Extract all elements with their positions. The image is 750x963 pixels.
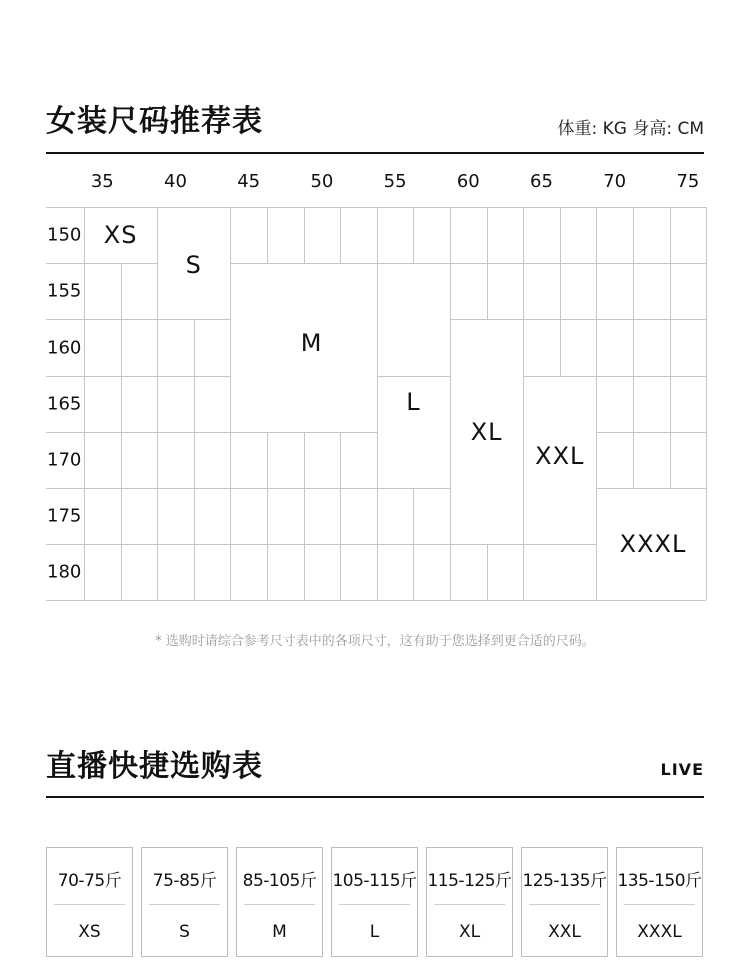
size-card[interactable] <box>236 847 323 957</box>
grid-vline <box>487 263 488 319</box>
grid-hline <box>230 544 267 545</box>
grid-hline <box>487 319 524 320</box>
grid-hline <box>523 263 560 264</box>
grid-vline <box>670 319 671 375</box>
size-card[interactable] <box>331 847 418 957</box>
grid-hline <box>46 432 84 433</box>
card-size: XL <box>458 922 481 942</box>
grid-hline <box>340 544 377 545</box>
size-label-l: L <box>406 387 421 416</box>
grid-hline <box>194 432 231 433</box>
grid-vline <box>560 207 561 263</box>
grid-hline <box>121 488 158 489</box>
grid-hline <box>46 488 84 489</box>
weight-header: 60 <box>456 171 480 192</box>
size-card[interactable] <box>46 847 133 957</box>
grid-vline <box>633 376 634 432</box>
grid-hline <box>596 488 633 489</box>
grid-hline <box>84 376 121 377</box>
grid-hline <box>194 319 231 320</box>
grid-vline <box>523 263 524 319</box>
grid-vline <box>121 544 122 600</box>
grid-hline <box>413 544 450 545</box>
grid-hline <box>121 544 158 545</box>
grid-vline <box>157 488 158 544</box>
grid-vline <box>596 263 597 319</box>
grid-vline <box>157 207 158 263</box>
card-weight: 135-150斤 <box>617 871 702 891</box>
grid-hline <box>596 432 633 433</box>
grid-vline <box>194 432 195 488</box>
grid-vline <box>450 263 451 319</box>
grid-vline <box>267 488 268 544</box>
grid-vline <box>230 207 231 263</box>
grid-vline <box>194 319 195 375</box>
live-tag: LIVE <box>660 760 704 779</box>
grid-vline <box>523 376 524 432</box>
grid-vline <box>230 376 231 432</box>
card-divider <box>244 904 315 905</box>
grid-hline <box>121 263 158 264</box>
grid-vline <box>670 432 671 488</box>
grid-hline <box>157 432 194 433</box>
grid-vline <box>377 544 378 600</box>
grid-vline <box>633 319 634 375</box>
card-divider <box>624 904 695 905</box>
grid-hline <box>267 488 304 489</box>
grid-vline <box>413 207 414 263</box>
grid-hline <box>560 544 597 545</box>
grid-vline <box>230 432 231 488</box>
card-weight: 85-105斤 <box>242 871 317 891</box>
grid-hline <box>413 376 450 377</box>
card-divider <box>434 904 505 905</box>
grid-hline <box>596 376 633 377</box>
grid-vline <box>194 488 195 544</box>
grid-hline <box>596 319 633 320</box>
grid-vline <box>596 319 597 375</box>
grid-hline <box>377 544 414 545</box>
grid-hline <box>560 376 597 377</box>
grid-hline <box>230 263 267 264</box>
grid-vline <box>267 207 268 263</box>
grid-vline <box>487 207 488 263</box>
size-label-xxxl: XXXL <box>619 530 687 559</box>
grid-hline <box>194 376 231 377</box>
grid-vline <box>413 488 414 544</box>
grid-hline <box>523 319 560 320</box>
card-divider <box>339 904 410 905</box>
grid-hline <box>157 376 194 377</box>
grid-hline <box>84 263 121 264</box>
grid-vline <box>157 319 158 375</box>
weight-header: 40 <box>164 171 187 192</box>
grid-vline <box>670 207 671 263</box>
grid-vline <box>304 544 305 600</box>
grid-vline <box>121 263 122 319</box>
grid-vline <box>377 432 378 488</box>
grid-border-right <box>706 207 707 600</box>
grid-hline <box>84 432 121 433</box>
grid-vline <box>596 488 597 544</box>
grid-hline <box>450 319 487 320</box>
grid-hline <box>46 544 84 545</box>
grid-hline <box>121 319 158 320</box>
grid-hline <box>413 488 450 489</box>
height-header: 180 <box>47 561 82 583</box>
grid-hline <box>121 376 158 377</box>
grid-hline <box>304 488 341 489</box>
grid-vline <box>230 319 231 375</box>
grid-hline <box>267 544 304 545</box>
height-header: 175 <box>47 505 82 527</box>
grid-hline <box>633 488 670 489</box>
grid-vline <box>596 544 597 600</box>
grid-hline <box>560 263 597 264</box>
grid-hline <box>670 263 707 264</box>
card-size: XXXL <box>637 922 682 942</box>
card-divider <box>529 904 600 905</box>
grid-vline <box>377 488 378 544</box>
grid-hline <box>633 263 670 264</box>
grid-hline <box>340 263 377 264</box>
card-size: XXL <box>548 922 581 942</box>
grid-vline <box>157 376 158 432</box>
grid-hline <box>450 544 487 545</box>
size-label-s: S <box>185 251 202 280</box>
size-label-xs: XS <box>103 221 138 250</box>
grid-vline <box>450 376 451 432</box>
grid-vline <box>157 544 158 600</box>
grid-vline <box>340 432 341 488</box>
grid-hline <box>523 376 560 377</box>
size-label-m: M <box>300 329 323 358</box>
grid-vline <box>523 207 524 263</box>
grid-hline <box>46 376 84 377</box>
grid-hline <box>46 263 84 264</box>
grid-vline <box>596 207 597 263</box>
grid-vline <box>560 319 561 375</box>
grid-vline <box>230 488 231 544</box>
height-header: 155 <box>47 280 82 302</box>
grid-vline <box>450 488 451 544</box>
grid-vline <box>194 544 195 600</box>
grid-vline <box>450 207 451 263</box>
grid-hline <box>670 319 707 320</box>
grid-vline <box>157 432 158 488</box>
grid-hline <box>340 488 377 489</box>
grid-vline <box>304 488 305 544</box>
grid-vline <box>377 263 378 319</box>
grid-vline <box>267 432 268 488</box>
grid-hline <box>157 488 194 489</box>
grid-hline <box>450 263 487 264</box>
grid-vline <box>450 432 451 488</box>
card-divider <box>54 904 125 905</box>
grid-hline <box>84 488 121 489</box>
grid-hline <box>84 319 121 320</box>
grid-hline <box>194 488 231 489</box>
grid-hline <box>560 319 597 320</box>
grid-hline <box>596 263 633 264</box>
grid-vline <box>633 432 634 488</box>
grid-vline <box>121 432 122 488</box>
card-divider <box>149 904 220 905</box>
grid-hline <box>487 544 524 545</box>
grid-hline <box>670 488 707 489</box>
title-divider <box>46 152 704 154</box>
grid-vline <box>377 319 378 375</box>
grid-border-bottom <box>46 600 706 601</box>
grid-vline <box>377 207 378 263</box>
grid-vline <box>523 544 524 600</box>
grid-hline <box>46 319 84 320</box>
grid-hline <box>633 319 670 320</box>
grid-vline <box>340 544 341 600</box>
grid-vline <box>487 544 488 600</box>
grid-hline <box>633 376 670 377</box>
card-weight: 125-135斤 <box>522 871 607 891</box>
grid-vline <box>304 432 305 488</box>
grid-hline <box>377 488 414 489</box>
grid-hline <box>230 488 267 489</box>
grid-vline <box>596 432 597 488</box>
height-header: 165 <box>47 393 82 415</box>
grid-hline <box>670 376 707 377</box>
grid-hline <box>194 544 231 545</box>
grid-hline <box>304 263 341 264</box>
live-chart-title: 直播快捷选购表 <box>46 749 263 784</box>
grid-hline <box>487 263 524 264</box>
grid-vline <box>194 376 195 432</box>
grid-border-left <box>84 207 85 600</box>
grid-vline <box>523 488 524 544</box>
grid-hline <box>670 432 707 433</box>
grid-vline <box>450 319 451 375</box>
grid-vline <box>560 263 561 319</box>
grid-vline <box>670 376 671 432</box>
grid-hline <box>267 263 304 264</box>
grid-vline <box>523 432 524 488</box>
card-size: L <box>369 922 380 942</box>
weight-header: 45 <box>237 171 261 192</box>
size-chart-title: 女装尺码推荐表 <box>46 104 263 139</box>
size-card[interactable] <box>141 847 228 957</box>
grid-vline <box>670 263 671 319</box>
grid-hline <box>230 432 267 433</box>
grid-hline <box>413 263 450 264</box>
card-size: M <box>272 922 287 942</box>
grid-hline <box>157 544 194 545</box>
weight-header: 75 <box>676 171 700 192</box>
grid-vline <box>633 207 634 263</box>
grid-hline <box>121 432 158 433</box>
size-card[interactable] <box>521 847 608 957</box>
live-divider <box>46 796 704 798</box>
size-card[interactable] <box>616 847 703 957</box>
grid-vline <box>413 544 414 600</box>
height-header: 150 <box>47 224 82 246</box>
grid-hline <box>523 544 560 545</box>
grid-vline <box>450 544 451 600</box>
grid-vline <box>230 263 231 319</box>
grid-hline <box>377 376 414 377</box>
grid-vline <box>633 263 634 319</box>
grid-vline <box>596 376 597 432</box>
card-weight: 105-115斤 <box>332 871 417 891</box>
height-header: 170 <box>47 449 82 471</box>
weight-header: 65 <box>530 171 553 192</box>
card-size: S <box>179 922 190 942</box>
grid-vline <box>121 488 122 544</box>
grid-hline <box>340 432 377 433</box>
card-size: XS <box>78 922 101 942</box>
card-weight: 115-125斤 <box>427 871 512 891</box>
grid-hline <box>633 432 670 433</box>
grid-vline <box>157 263 158 319</box>
units-label: 体重: KG 身高: CM <box>557 119 704 139</box>
grid-hline <box>157 319 194 320</box>
footnote: * 选购时请综合参考尺寸表中的各项尺寸，这有助于您选择到更合适的尺码。 <box>155 634 595 649</box>
size-label-xl: XL <box>470 417 503 446</box>
size-card[interactable] <box>426 847 513 957</box>
weight-header: 50 <box>310 171 334 192</box>
card-weight: 70-75斤 <box>57 871 122 891</box>
grid-vline <box>340 207 341 263</box>
grid-vline <box>230 544 231 600</box>
weight-header: 35 <box>90 171 114 192</box>
card-weight: 75-85斤 <box>152 871 217 891</box>
grid-vline <box>121 319 122 375</box>
grid-vline <box>121 376 122 432</box>
size-label-xxl: XXL <box>535 441 585 470</box>
height-header: 160 <box>47 337 82 358</box>
grid-hline <box>304 432 341 433</box>
grid-hline <box>267 432 304 433</box>
weight-header: 55 <box>383 171 407 192</box>
weight-header: 70 <box>603 171 627 192</box>
grid-hline <box>84 544 121 545</box>
grid-vline <box>267 544 268 600</box>
grid-vline <box>377 376 378 432</box>
grid-vline <box>340 488 341 544</box>
grid-vline <box>304 207 305 263</box>
grid-hline <box>377 263 414 264</box>
grid-hline <box>304 544 341 545</box>
grid-vline <box>523 319 524 375</box>
